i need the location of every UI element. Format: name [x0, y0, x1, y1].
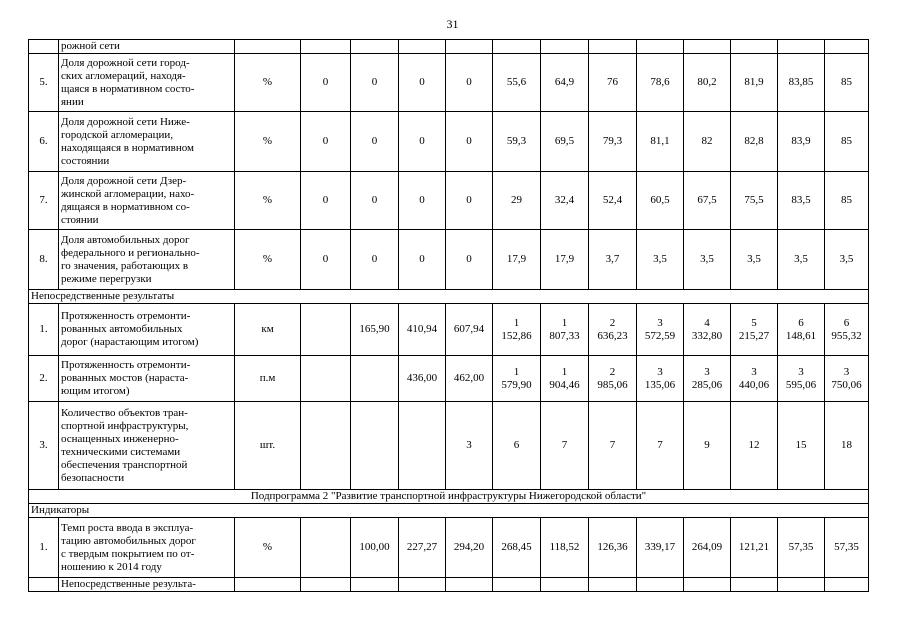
row-number: 8.	[29, 230, 59, 290]
value-cell: 83,9	[778, 112, 825, 172]
value-cell: 0	[399, 112, 446, 172]
value-cell: 82	[684, 112, 731, 172]
value-cell: 2 636,23	[589, 304, 637, 356]
row-description: Доля дорожной сети Дзер- жинской агломерации, нахо- дящаяся в нормативном со- стоянии	[59, 172, 235, 230]
value-cell	[301, 518, 351, 578]
value-cell: 121,21	[731, 518, 778, 578]
value-cell: 6 955,32	[825, 304, 869, 356]
value-cell: 83,5	[778, 172, 825, 230]
value-cell: 607,94	[446, 304, 493, 356]
value-cell: 118,52	[541, 518, 589, 578]
indicators-label: Индикаторы	[29, 504, 869, 518]
value-cell	[493, 40, 541, 54]
value-cell: 6	[493, 402, 541, 490]
value-cell	[235, 40, 301, 54]
value-cell: 3,5	[825, 230, 869, 290]
value-cell	[637, 578, 684, 592]
value-cell	[399, 402, 446, 490]
value-cell: 55,6	[493, 54, 541, 112]
value-cell	[684, 40, 731, 54]
value-cell: 3,5	[637, 230, 684, 290]
value-cell: 17,9	[541, 230, 589, 290]
value-cell: 227,27	[399, 518, 446, 578]
value-cell: 3	[446, 402, 493, 490]
value-cell: 0	[351, 54, 399, 112]
table-row	[29, 304, 869, 356]
value-cell: 3,5	[731, 230, 778, 290]
value-cell: 76	[589, 54, 637, 112]
value-cell: 69,5	[541, 112, 589, 172]
value-cell	[351, 356, 399, 402]
value-cell	[731, 578, 778, 592]
value-cell: 3 750,06	[825, 356, 869, 402]
value-cell: 18	[825, 402, 869, 490]
value-cell: 1 152,86	[493, 304, 541, 356]
value-cell	[351, 578, 399, 592]
unit-cell: %	[235, 54, 301, 112]
value-cell: 83,85	[778, 54, 825, 112]
value-cell: 1 579,90	[493, 356, 541, 402]
value-cell	[541, 40, 589, 54]
value-cell: 80,2	[684, 54, 731, 112]
value-cell: 0	[399, 230, 446, 290]
value-cell: 165,90	[351, 304, 399, 356]
row-number: 6.	[29, 112, 59, 172]
value-cell: 7	[637, 402, 684, 490]
value-cell: 3 572,59	[637, 304, 684, 356]
indicators-table	[28, 39, 869, 592]
value-cell: 0	[399, 172, 446, 230]
table-row	[29, 54, 869, 112]
value-cell: 64,9	[541, 54, 589, 112]
value-cell: 67,5	[684, 172, 731, 230]
unit-cell: %	[235, 518, 301, 578]
value-cell	[235, 578, 301, 592]
unit-cell: шт.	[235, 402, 301, 490]
section-label: Непосредственные результаты	[29, 290, 869, 304]
row-number: 3.	[29, 402, 59, 490]
value-cell: 0	[351, 230, 399, 290]
row-number: 5.	[29, 54, 59, 112]
value-cell: 12	[731, 402, 778, 490]
row-description: Доля автомобильных дорог федерального и регионально- го значения, работающих в режиме перегрузки	[59, 230, 235, 290]
value-cell: 52,4	[589, 172, 637, 230]
value-cell	[825, 40, 869, 54]
row-number: 2.	[29, 356, 59, 402]
page-number: 31	[446, 17, 459, 31]
value-cell: 0	[301, 112, 351, 172]
value-cell: 82,8	[731, 112, 778, 172]
row-description: Количество объектов тран- спортной инфраструктуры, оснащенных инженерно- техническими системами обеспечения транспортной безопасности	[59, 402, 235, 490]
row-description: Протяженность отремонти- рованных автомобильных дорог (нарастающим итогом)	[59, 304, 235, 356]
value-cell: 0	[301, 230, 351, 290]
value-cell: 3 440,06	[731, 356, 778, 402]
value-cell: 436,00	[399, 356, 446, 402]
value-cell: 0	[351, 112, 399, 172]
value-cell	[493, 578, 541, 592]
value-cell: 32,4	[541, 172, 589, 230]
value-cell: 57,35	[778, 518, 825, 578]
value-cell	[301, 578, 351, 592]
value-cell: 79,3	[589, 112, 637, 172]
value-cell: 0	[399, 54, 446, 112]
value-cell: 0	[301, 172, 351, 230]
value-cell: 0	[301, 54, 351, 112]
value-cell: 0	[446, 112, 493, 172]
value-cell: 1 904,46	[541, 356, 589, 402]
value-cell	[541, 578, 589, 592]
value-cell: 2 985,06	[589, 356, 637, 402]
value-cell	[446, 578, 493, 592]
value-cell: 85	[825, 54, 869, 112]
value-cell	[399, 40, 446, 54]
value-cell	[351, 402, 399, 490]
table-row	[29, 402, 869, 490]
table-row	[29, 518, 869, 578]
value-cell: 81,9	[731, 54, 778, 112]
value-cell: 294,20	[446, 518, 493, 578]
value-cell: 0	[446, 54, 493, 112]
table-row-fragment	[29, 578, 869, 592]
value-cell: 85	[825, 172, 869, 230]
row-description: рожной сети	[59, 40, 235, 54]
value-cell: 3 285,06	[684, 356, 731, 402]
unit-cell: п.м	[235, 356, 301, 402]
value-cell: 339,17	[637, 518, 684, 578]
value-cell: 0	[446, 230, 493, 290]
value-cell	[825, 578, 869, 592]
value-cell: 1 807,33	[541, 304, 589, 356]
value-cell: 85	[825, 112, 869, 172]
value-cell: 7	[589, 402, 637, 490]
value-cell	[778, 578, 825, 592]
value-cell: 268,45	[493, 518, 541, 578]
row-number: 1.	[29, 304, 59, 356]
value-cell	[589, 578, 637, 592]
value-cell: 59,3	[493, 112, 541, 172]
value-cell: 3,5	[778, 230, 825, 290]
value-cell: 7	[541, 402, 589, 490]
row-number: 7.	[29, 172, 59, 230]
row-number	[29, 40, 59, 54]
value-cell: 264,09	[684, 518, 731, 578]
value-cell	[446, 40, 493, 54]
row-description: Доля дорожной сети город- ских агломераций, находя- щаяся в нормативном состо- янии	[59, 54, 235, 112]
unit-cell: %	[235, 112, 301, 172]
row-description: Темп роста ввода в эксплуа- тацию автомобильных дорог с твердым покрытием по от- ношению к 2014 году	[59, 518, 235, 578]
value-cell: 0	[446, 172, 493, 230]
value-cell: 57,35	[825, 518, 869, 578]
value-cell: 410,94	[399, 304, 446, 356]
value-cell: 9	[684, 402, 731, 490]
value-cell: 17,9	[493, 230, 541, 290]
value-cell	[399, 578, 446, 592]
unit-cell: %	[235, 172, 301, 230]
value-cell	[778, 40, 825, 54]
table-row-fragment	[29, 40, 869, 54]
value-cell	[351, 40, 399, 54]
value-cell	[301, 356, 351, 402]
value-cell: 75,5	[731, 172, 778, 230]
indicators-label-row	[29, 504, 869, 518]
value-cell	[684, 578, 731, 592]
unit-cell: %	[235, 230, 301, 290]
section-label-row	[29, 290, 869, 304]
value-cell: 4 332,80	[684, 304, 731, 356]
subprogram-title-row	[29, 490, 869, 504]
row-number	[29, 578, 59, 592]
value-cell: 3,7	[589, 230, 637, 290]
row-description: Доля дорожной сети Ниже- городской агломерации, находящаяся в нормативном состоянии	[59, 112, 235, 172]
value-cell: 462,00	[446, 356, 493, 402]
row-number: 1.	[29, 518, 59, 578]
value-cell: 78,6	[637, 54, 684, 112]
table-row	[29, 172, 869, 230]
value-cell: 3,5	[684, 230, 731, 290]
value-cell: 3 135,06	[637, 356, 684, 402]
value-cell	[637, 40, 684, 54]
value-cell: 0	[351, 172, 399, 230]
value-cell: 5 215,27	[731, 304, 778, 356]
value-cell	[301, 304, 351, 356]
value-cell: 6 148,61	[778, 304, 825, 356]
value-cell: 3 595,06	[778, 356, 825, 402]
value-cell: 81,1	[637, 112, 684, 172]
value-cell	[731, 40, 778, 54]
value-cell: 15	[778, 402, 825, 490]
subprogram-title: Подпрограмма 2 "Развитие транспортной инфраструктуры Нижегородской области"	[29, 490, 869, 504]
value-cell: 100,00	[351, 518, 399, 578]
table-row	[29, 112, 869, 172]
table-row	[29, 230, 869, 290]
value-cell: 126,36	[589, 518, 637, 578]
row-description: Непосредственные результа-	[59, 578, 235, 592]
value-cell	[301, 402, 351, 490]
value-cell: 29	[493, 172, 541, 230]
table-row	[29, 356, 869, 402]
value-cell	[589, 40, 637, 54]
row-description: Протяженность отремонти- рованных мостов (нараста- ющим итогом)	[59, 356, 235, 402]
unit-cell: км	[235, 304, 301, 356]
value-cell: 60,5	[637, 172, 684, 230]
value-cell	[301, 40, 351, 54]
